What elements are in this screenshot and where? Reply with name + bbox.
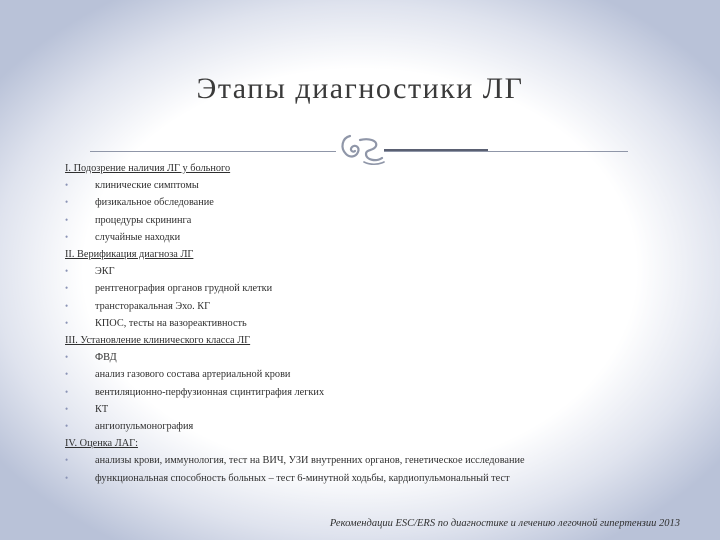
list-item: • анализ газового состава артериальной крови — [65, 366, 685, 383]
divider-left — [90, 151, 336, 152]
bullet-icon: • — [65, 386, 69, 397]
bullet-icon: • — [65, 455, 69, 466]
divider-accent — [384, 149, 488, 151]
bullet-icon: • — [65, 421, 69, 432]
bullet-icon: • — [65, 231, 69, 242]
bullet-icon: • — [65, 214, 69, 225]
list-item: • КПОС, тесты на вазореактивность — [65, 315, 685, 332]
list-item: • КТ — [65, 401, 685, 418]
list-item: • трансторакальная Эхо. КГ — [65, 298, 685, 315]
bullet-icon: • — [65, 403, 69, 414]
bullet-icon: • — [65, 266, 69, 277]
list-item: • физикальное обследование — [65, 194, 685, 211]
list-item: • анализы крови, иммунология, тест на ВИЧ, УЗИ внутренних органов, генетическое исследование — [65, 452, 685, 469]
list-item: • ангиопульмонография — [65, 418, 685, 435]
bullet-icon: • — [65, 317, 69, 328]
bullet-icon: • — [65, 180, 69, 191]
bullet-icon: • — [65, 300, 69, 311]
list-item: • случайные находки — [65, 229, 685, 246]
bullet-icon: • — [65, 197, 69, 208]
list-item: • ЭКГ — [65, 263, 685, 280]
source-footnote: Рекомендации ESC/ERS по диагностике и лечению легочной гипертензии 2013 — [329, 518, 680, 529]
section-heading: II. Верификация диагноза ЛГ — [65, 249, 194, 261]
section-heading: III. Установление клинического класса ЛГ — [65, 335, 251, 347]
list-item: • рентгенография органов грудной клетки — [65, 280, 685, 297]
list-item: • функциональная способность больных – тест 6-минутной ходьбы, кардиопульмональный тест — [65, 470, 685, 487]
slide-title: Этапы диагностики ЛГ — [196, 72, 524, 105]
section-heading: I. Подозрение наличия ЛГ у больного — [65, 163, 231, 174]
bullet-icon: • — [65, 352, 69, 363]
diagnostics-list — [65, 160, 685, 487]
list-item: • ФВД — [65, 349, 685, 366]
list-item: • процедуры скрининга — [65, 212, 685, 229]
bullet-icon: • — [65, 369, 69, 380]
bullet-icon: • — [65, 283, 69, 294]
section-heading: IV. Оценка ЛАГ: — [65, 438, 138, 450]
bullet-icon: • — [65, 472, 69, 483]
divider-right — [384, 151, 628, 152]
list-item: • вентиляционно-перфузионная сцинтиграфия легких — [65, 384, 685, 401]
list-item: • клинические симптомы — [65, 177, 685, 194]
